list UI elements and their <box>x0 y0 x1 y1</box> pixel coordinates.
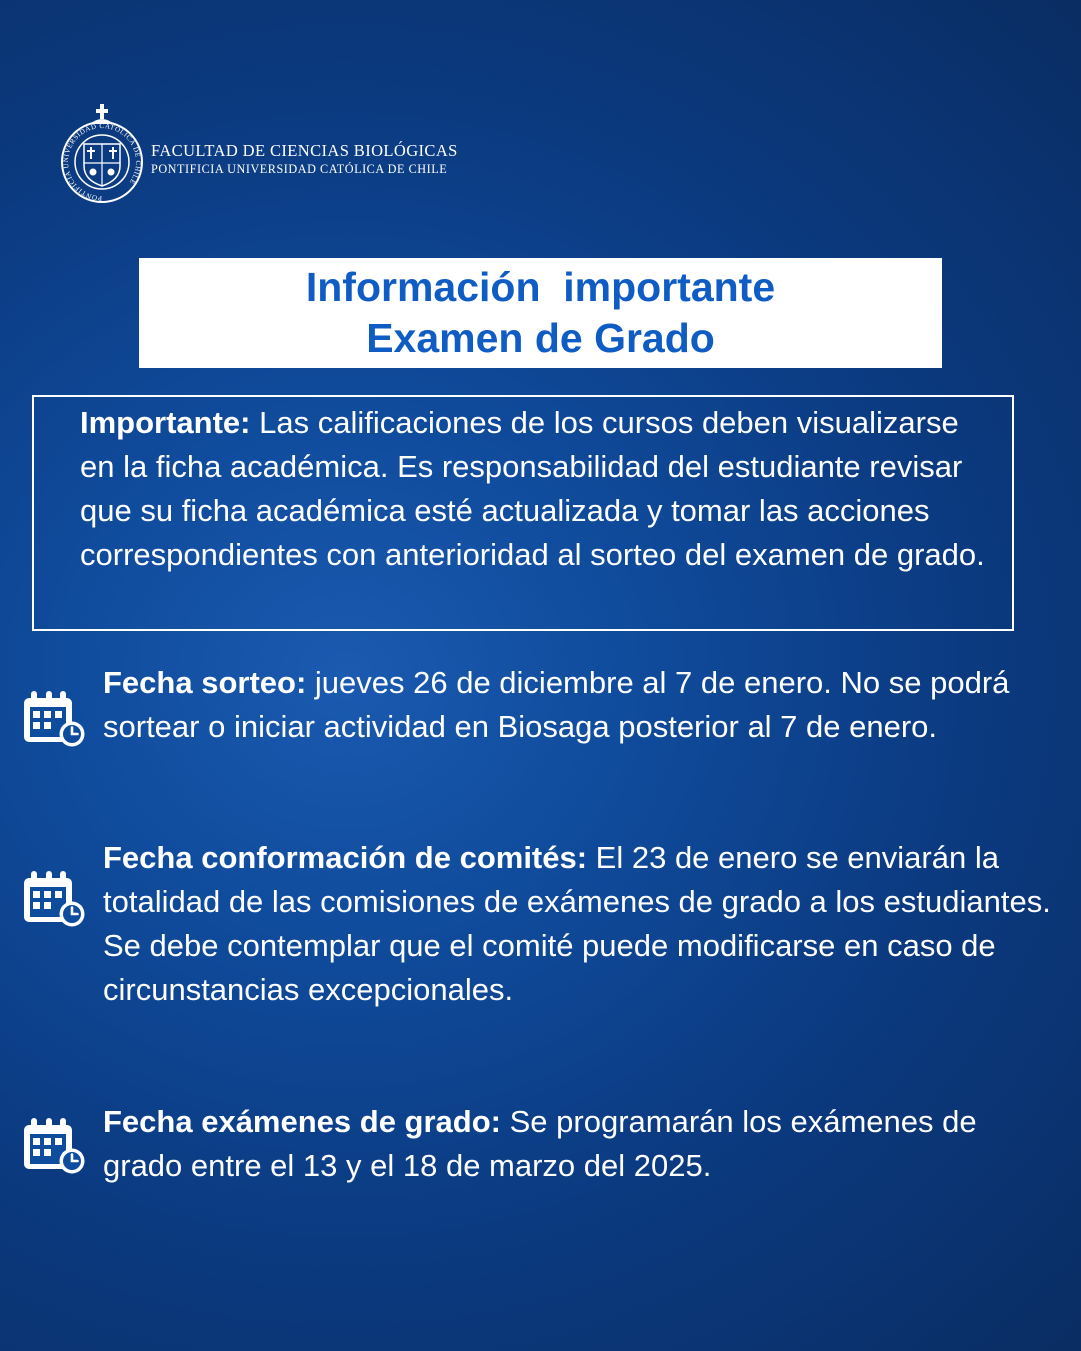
info-item-sorteo <box>22 661 1053 749</box>
title-box <box>139 258 942 368</box>
calendar-clock-icon <box>22 689 86 749</box>
info-item-label: Fecha conformación de comités: <box>103 840 588 875</box>
seal-text: PONTIFICIA UNIVERSIDAD CATÓLICA DE CHILE <box>61 121 143 203</box>
info-item-body: jueves 26 de diciembre al 7 de enero. No se podrá sortear o iniciar actividad en Biosaga posterior al 7 de enero. <box>103 665 1010 744</box>
info-item-body: El 23 de enero se enviarán la totalidad de las comisiones de exámenes de grado a los estudiantes. Se debe contemplar que el comité puede modificarse en caso de circunstancias excepcionales. <box>103 840 1051 1007</box>
title-line-2: Examen de Grado <box>366 315 715 361</box>
info-item-text <box>103 836 1053 1012</box>
info-item-text <box>103 1100 1053 1188</box>
info-item-comites <box>22 836 1053 1012</box>
university-seal-icon <box>60 100 144 208</box>
info-item-label: Fecha exámenes de grado: <box>103 1104 501 1139</box>
header <box>60 98 458 210</box>
calendar-clock-icon <box>22 869 86 929</box>
calendar-clock-icon <box>22 1116 86 1176</box>
title-line-1: Información importante <box>305 264 776 310</box>
info-item-examenes <box>22 1100 1053 1188</box>
important-notice-box <box>32 395 1014 631</box>
info-item-body: Se programarán los exámenes de grado entre el 13 y el 18 de marzo del 2025. <box>103 1104 977 1183</box>
important-label: Importante: <box>80 405 251 440</box>
institution-subtitle: PONTIFICIA UNIVERSIDAD CATÓLICA DE CHILE <box>151 162 448 176</box>
important-notice-text <box>80 401 996 577</box>
important-body: Las calificaciones de los cursos deben visualizarse en la ficha académica. Es responsabilidad del estudiante revisar que su ficha académica esté actualizada y tomar las acciones correspondientes con anterioridad al sorteo del examen de grado. <box>80 405 985 572</box>
info-item-label: Fecha sorteo: <box>103 665 307 700</box>
info-item-text <box>103 661 1053 749</box>
institution-title: FACULTAD DE CIENCIAS BIOLÓGICAS <box>151 141 458 160</box>
